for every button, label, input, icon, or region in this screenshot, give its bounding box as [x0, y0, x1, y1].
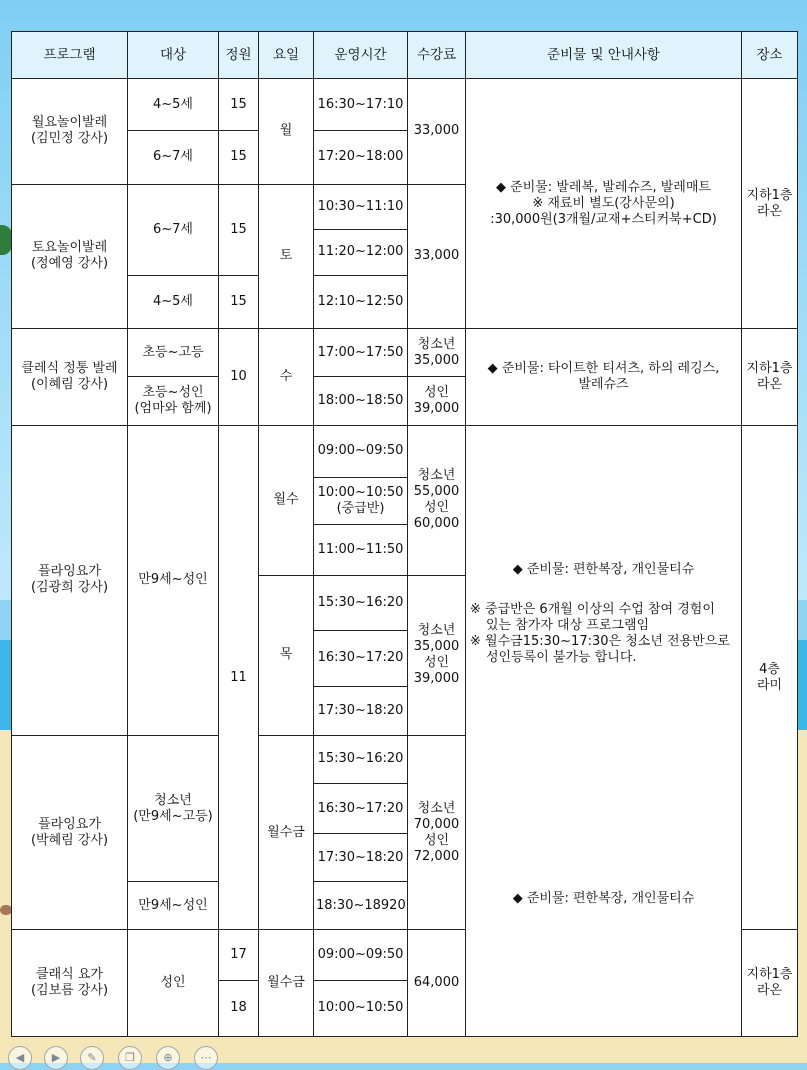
capacity-cell: 18	[219, 980, 259, 1036]
time-cell: 15:30~16:20	[314, 576, 408, 631]
fee-cell: 33,000	[408, 79, 466, 184]
notes-cell: ◆ 준비물: 타이트한 티셔츠, 하의 레깅스, 발레슈즈	[466, 329, 742, 425]
back-icon[interactable]: ◀	[8, 1046, 32, 1070]
target-cell: 6~7세	[128, 184, 219, 275]
header-notes: 준비물 및 안내사항	[466, 32, 742, 79]
day-cell: 월	[259, 79, 314, 184]
target-cell: 만9세~성인	[128, 882, 219, 930]
time-cell: 17:30~18:20	[314, 834, 408, 882]
table-row	[12, 329, 798, 377]
target-cell: 4~5세	[128, 275, 219, 328]
fee-cell: 성인 39,000	[408, 377, 466, 425]
capacity-cell: 10	[219, 329, 259, 425]
capacity-cell: 17	[219, 930, 259, 980]
time-cell: 09:00~09:50	[314, 425, 408, 477]
day-cell: 월수금	[259, 735, 314, 930]
capacity-cell: 11	[219, 425, 259, 930]
day-cell: 수	[259, 329, 314, 425]
header-program: 프로그램	[12, 32, 128, 79]
header-day: 요일	[259, 32, 314, 79]
notes-cell: ◆ 준비물: 편한복장, 개인물티슈 ※ 중급반은 6개월 이상의 수업 참여 경험이 있는 참가자 대상 프로그램임 ※ 월수금15:30~17:30은 청소년 전용반으로 성인등록이 불가능 합니다. ◆ 준비물: 편한복장, 개인물티슈	[466, 425, 742, 1036]
zoom-icon[interactable]: ⊕	[156, 1046, 180, 1070]
fee-cell: 청소년 70,000 성인 72,000	[408, 735, 466, 930]
time-cell: 11:20~12:00	[314, 229, 408, 275]
program-cell: 클레식 정통 발레 (이혜림 강사)	[12, 329, 128, 425]
time-cell: 16:30~17:10	[314, 79, 408, 131]
time-cell: 17:00~17:50	[314, 329, 408, 377]
forward-icon[interactable]: ▶	[44, 1046, 68, 1070]
place-cell: 지하1층 라온	[742, 79, 798, 329]
program-cell: 클래식 요가 (김보름 강사)	[12, 930, 128, 1037]
time-cell: 10:00~10:50	[314, 980, 408, 1036]
place-cell: 지하1층 라온	[742, 930, 798, 1037]
time-cell: 10:30~11:10	[314, 184, 408, 229]
header-fee: 수강료	[408, 32, 466, 79]
fee-cell: 청소년 35,000 성인 39,000	[408, 576, 466, 736]
time-cell: 17:30~18:20	[314, 686, 408, 735]
target-cell: 만9세~성인	[128, 425, 219, 735]
time-cell: 16:30~17:20	[314, 631, 408, 686]
place-cell: 4층 라미	[742, 425, 798, 930]
program-cell: 플라잉요가 (박혜림 강사)	[12, 735, 128, 930]
day-cell: 토	[259, 184, 314, 329]
day-cell: 월수	[259, 425, 314, 576]
pen-icon[interactable]: ✎	[80, 1046, 104, 1070]
more-icon[interactable]: ⋯	[194, 1046, 218, 1070]
program-cell: 토요놀이발레 (정예영 강사)	[12, 184, 128, 329]
capacity-cell: 15	[219, 275, 259, 328]
schedule-table	[11, 31, 798, 1037]
time-cell: 18:00~18:50	[314, 377, 408, 425]
target-cell: 성인	[128, 930, 219, 1037]
header-time: 운영시간	[314, 32, 408, 79]
time-cell: 11:00~11:50	[314, 524, 408, 575]
time-cell: 12:10~12:50	[314, 275, 408, 328]
time-cell: 18:30~18920	[314, 882, 408, 930]
day-cell: 목	[259, 576, 314, 736]
program-cell: 플라잉요가 (김광희 강사)	[12, 425, 128, 735]
target-cell: 4~5세	[128, 79, 219, 131]
notes-yoga-classic: ◆ 준비물: 편한복장, 개인물티슈	[512, 891, 695, 907]
fee-cell: 청소년 35,000	[408, 329, 466, 377]
time-cell: 15:30~16:20	[314, 735, 408, 783]
program-cell: 월요놀이발레 (김민정 강사)	[12, 79, 128, 184]
fee-cell: 33,000	[408, 184, 466, 329]
header-row	[12, 32, 798, 79]
capacity-cell: 15	[219, 79, 259, 131]
time-cell: 16:30~17:20	[314, 783, 408, 833]
capacity-cell: 15	[219, 131, 259, 184]
target-cell: 6~7세	[128, 131, 219, 184]
header-target: 대상	[128, 32, 219, 79]
table-row	[12, 79, 798, 131]
time-cell: 10:00~10:50 (중급반)	[314, 477, 408, 524]
day-cell: 월수금	[259, 930, 314, 1037]
fee-cell: 64,000	[408, 930, 466, 1037]
copy-icon[interactable]: ❐	[118, 1046, 142, 1070]
header-place: 장소	[742, 32, 798, 79]
target-cell: 청소년 (만9세~고등)	[128, 735, 219, 882]
place-cell: 지하1층 라온	[742, 329, 798, 425]
table-row	[12, 425, 798, 477]
target-cell: 초등~고등	[128, 329, 219, 377]
time-cell: 09:00~09:50	[314, 930, 408, 980]
capacity-cell: 15	[219, 184, 259, 275]
header-capacity: 정원	[219, 32, 259, 79]
notes-cell: ◆ 준비물: 발레복, 발레슈즈, 발레매트 ※ 재료비 별도(강사문의) :30,000원(3개월/교재+스티커북+CD)	[466, 79, 742, 329]
target-cell: 초등~성인 (엄마와 함께)	[128, 377, 219, 425]
fee-cell: 청소년 55,000 성인 60,000	[408, 425, 466, 576]
time-cell: 17:20~18:00	[314, 131, 408, 184]
